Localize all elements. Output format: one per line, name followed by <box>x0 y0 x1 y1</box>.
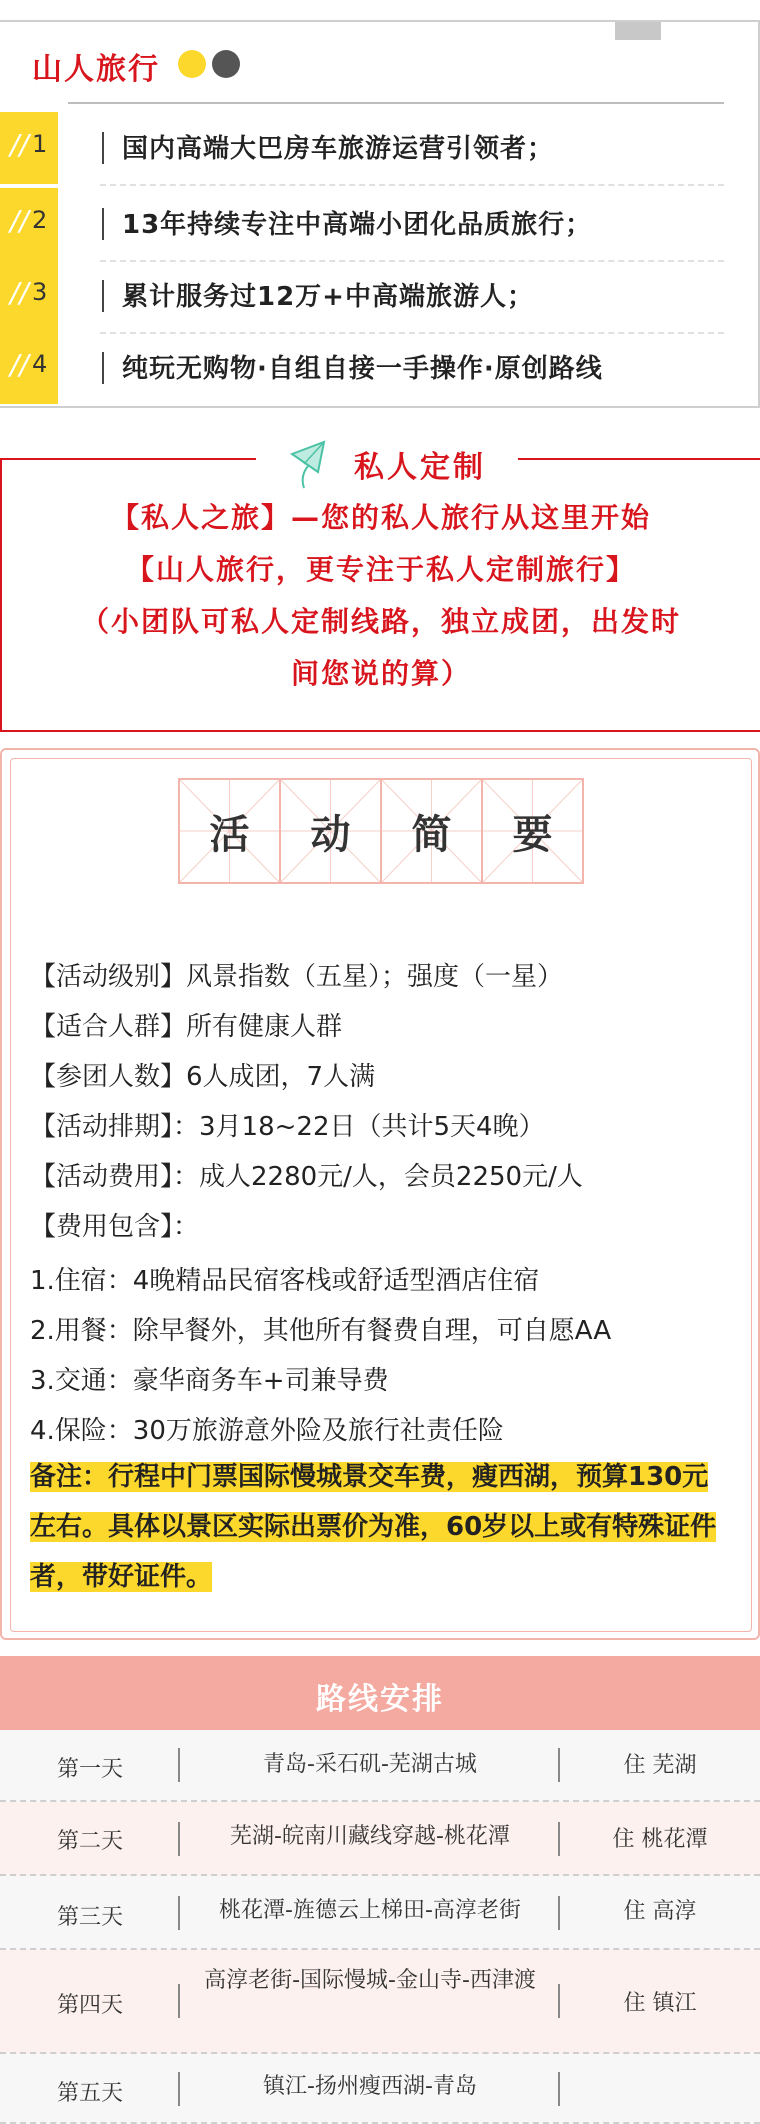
bar-divider <box>102 280 104 312</box>
summary-line: 【费用包含】： <box>30 1212 200 1242</box>
custom-heading <box>256 432 518 492</box>
route-stay: 住 桃花潭 <box>612 1827 708 1852</box>
route-header <box>0 1656 760 1730</box>
route-row <box>0 2054 760 2124</box>
column-divider <box>178 1748 180 1782</box>
point-number-badge <box>0 332 58 404</box>
yellow-dot-icon <box>178 50 206 78</box>
title-cell <box>483 780 582 882</box>
route-path: 芜湖-皖南川藏线穿越-桃花潭 <box>230 1824 510 1849</box>
route-row <box>0 1950 760 2054</box>
title-char: 简 <box>411 811 452 858</box>
custom-title: 私人定制 <box>354 450 486 485</box>
point-number-badge <box>0 260 58 332</box>
divider <box>68 102 724 104</box>
title-char: 要 <box>512 811 553 858</box>
route-day: 第三天 <box>56 1905 123 1930</box>
route-path: 青岛-采石矶-芜湖古城 <box>263 1752 477 1777</box>
fee-item: 1.住宿：4晚精品民宿客栈或舒适型酒店住宿 <box>30 1266 540 1296</box>
point-number: 3 <box>32 278 48 306</box>
route-stay: 住 高淳 <box>623 1899 697 1924</box>
route-day: 第一天 <box>56 1757 123 1782</box>
summary-line: 【适合人群】所有健康人群 <box>30 1012 343 1042</box>
point-number: 4 <box>32 350 48 378</box>
brand-title: 山人旅行 <box>32 52 160 87</box>
note-highlight <box>30 1452 730 1602</box>
title-cell <box>281 780 382 882</box>
fee-item: 2.用餐：除早餐外，其他所有餐费自理，可自愿AA <box>30 1316 612 1346</box>
title-cell <box>382 780 483 882</box>
kite-icon <box>282 436 338 492</box>
route-path: 桃花潭-旌德云上梯田-高淳老街 <box>219 1898 521 1923</box>
route-day: 第五天 <box>56 2081 123 2106</box>
summary-line: 【参团人数】6人成团，7人满 <box>30 1062 376 1092</box>
point-number-badge <box>0 112 58 184</box>
bar-divider <box>102 208 104 240</box>
slash-icon: // <box>10 276 29 309</box>
summary-title-grid <box>178 778 584 884</box>
point-text: 累计服务过12万+中高端旅游人； <box>122 282 534 312</box>
brand-card <box>0 20 760 408</box>
route-stay: 住 芜湖 <box>623 1753 697 1778</box>
route-title: 路线安排 <box>316 1682 444 1717</box>
custom-line: 【私人之旅】—您的私人旅行从这里开始 <box>110 501 651 534</box>
bar-divider <box>102 352 104 384</box>
route-path: 高淳老街-国际慢城-金山寺-西津渡 <box>204 1968 536 1993</box>
custom-line: （小团队可私人定制线路，独立成团，出发时 <box>80 605 681 638</box>
slash-icon: // <box>10 348 29 381</box>
route-day: 第四天 <box>56 1993 123 2018</box>
brand-point <box>0 260 758 332</box>
summary-line: 【活动级别】风景指数（五星）；强度（一星） <box>30 962 564 992</box>
route-path: 镇江-扬州瘦西湖-青岛 <box>263 2074 477 2099</box>
route-row <box>0 1730 760 1802</box>
fee-item: 3.交通：豪华商务车+司兼导费 <box>30 1366 389 1396</box>
custom-box <box>0 458 760 732</box>
route-row <box>0 1876 760 1950</box>
point-text: 13年持续专注中高端小团化品质旅行； <box>122 210 593 240</box>
point-number: 2 <box>32 206 48 234</box>
title-cell <box>180 780 281 882</box>
card-tab-decoration <box>615 22 661 40</box>
point-number-badge <box>0 188 58 260</box>
slash-icon: // <box>10 128 29 161</box>
gray-dot-icon <box>212 50 240 78</box>
route-stay: 住 镇江 <box>623 1991 697 2016</box>
note-text: 备注：行程中门票国际慢城景交车费，瘦西湖，预算130元左右。具体以景区实际出票价为准，60岁以上或有特殊证件者，带好证件。 <box>30 1462 717 1592</box>
route-day: 第二天 <box>56 1829 123 1854</box>
column-divider <box>178 1984 180 2018</box>
route-row <box>0 1802 760 1876</box>
summary-line: 【活动费用】：成人2280元/人，会员2250元/人 <box>30 1162 583 1192</box>
dashed-divider <box>100 184 724 186</box>
bar-divider <box>102 132 104 164</box>
title-char: 动 <box>310 811 351 858</box>
brand-point <box>0 332 758 404</box>
point-text: 国内高端大巴房车旅游运营引领者； <box>122 134 555 164</box>
column-divider <box>178 2072 180 2106</box>
summary-line: 【活动排期】：3月18~22日（共计5天4晚） <box>30 1112 545 1142</box>
column-divider <box>178 1822 180 1856</box>
custom-line: 间您说的算） <box>290 657 471 690</box>
column-divider <box>558 2072 560 2106</box>
slash-icon: // <box>10 204 29 237</box>
title-char: 活 <box>209 811 250 858</box>
brand-point <box>0 188 758 260</box>
column-divider <box>178 1896 180 1930</box>
custom-line: 【山人旅行，更专注于私人定制旅行】 <box>125 553 636 586</box>
brand-point <box>0 112 758 184</box>
fee-item: 4.保险：30万旅游意外险及旅行社责任险 <box>30 1416 504 1446</box>
point-number: 1 <box>32 130 48 158</box>
point-text: 纯玩无购物·自组自接一手操作·原创路线 <box>122 354 603 384</box>
